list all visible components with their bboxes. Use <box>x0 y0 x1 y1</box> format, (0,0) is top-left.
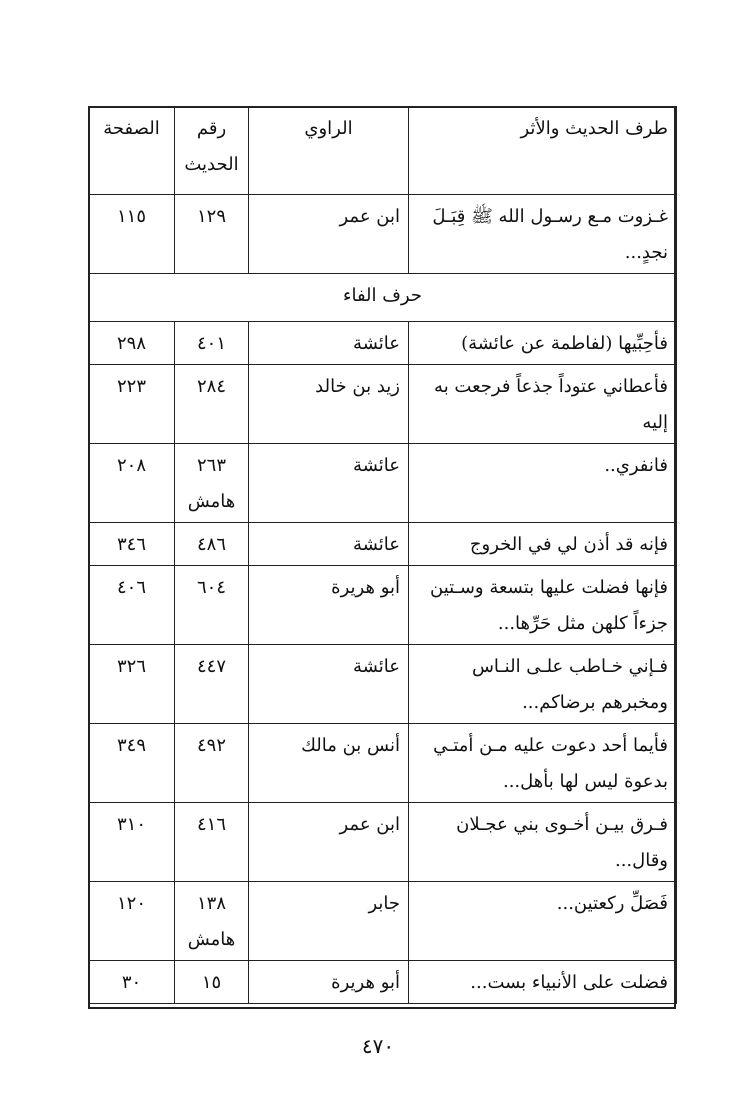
page-cell-text: ١٢٠ <box>116 893 146 914</box>
rawi-cell-text: زيد بن خالد <box>315 376 400 397</box>
rawi-cell <box>249 444 409 523</box>
page-cell-text: ٣٤٦ <box>116 534 146 555</box>
number-cell <box>175 803 249 882</box>
rawi-cell-text: عائشة <box>353 534 400 555</box>
header-row <box>89 107 677 195</box>
rawi-cell <box>249 365 409 444</box>
hadith-cell <box>409 322 677 365</box>
section-row <box>89 274 677 322</box>
hadith-cell <box>409 566 677 645</box>
rawi-cell <box>249 882 409 961</box>
table-row <box>89 523 677 566</box>
header-hadith: طرف الحديث والأثر <box>409 107 677 195</box>
rawi-cell-text: عائشة <box>353 656 400 677</box>
rawi-cell-text: أبو هريرة <box>331 577 400 598</box>
rawi-cell <box>249 645 409 724</box>
page-cell <box>89 444 175 523</box>
number-cell <box>175 645 249 724</box>
rawi-cell <box>249 724 409 803</box>
table-row <box>89 882 677 961</box>
page-cell-text: ٤٠٦ <box>116 577 146 598</box>
number-cell-text: ٢٨٤ <box>196 376 226 397</box>
table-row <box>89 322 677 365</box>
hadith-cell <box>409 444 677 523</box>
number-cell-text: ١٥ <box>201 972 222 993</box>
header-page: الصفحة <box>89 107 175 195</box>
number-cell-text: ٤٠١ <box>196 333 226 354</box>
note-text: هامش <box>187 491 236 512</box>
rawi-cell-text: ابن عمر <box>339 814 400 835</box>
number-cell-text: ٤٨٦ <box>196 534 226 555</box>
page-cell-text: ٣٤٩ <box>116 735 146 756</box>
page-cell <box>89 322 175 365</box>
section-title: حرف الفاء <box>89 274 677 322</box>
hadith-cell-text: فأيما أحد دعوت عليه مـن أمتـي بدعوة ليس لها بأهل... <box>433 735 668 792</box>
page-cell-text: ٢٩٨ <box>116 333 146 354</box>
hadith-cell <box>409 803 677 882</box>
page-number: ٤٧٠ <box>361 1034 395 1058</box>
page-cell <box>89 882 175 961</box>
page-cell <box>89 961 175 1004</box>
number-cell <box>175 566 249 645</box>
number-cell <box>175 882 249 961</box>
rawi-cell-text: ابن عمر <box>339 206 400 227</box>
hadith-cell-text: فإنها فضلت عليها بتسعة وسـتين جزءاً كلهن مثل حَرِّها... <box>430 577 668 634</box>
rawi-cell-text: عائشة <box>353 333 400 354</box>
page-cell <box>89 523 175 566</box>
number-cell-text: ٢٦٣ <box>196 455 226 476</box>
hadith-cell-text: فإنه قد أذن لي في الخروج <box>469 534 668 555</box>
rawi-cell <box>249 803 409 882</box>
page-cell <box>89 195 175 274</box>
note-text: هامش <box>187 929 236 950</box>
rawi-cell-text: أنس بن مالك <box>301 735 400 756</box>
number-cell <box>175 961 249 1004</box>
page-cell-text: ٣٠ <box>121 972 142 993</box>
hadith-cell-text: فـإني خـاطب علـى النـاس ومخبرهم برضاكم... <box>471 656 668 713</box>
table-row <box>89 365 677 444</box>
page-cell <box>89 566 175 645</box>
number-cell-text: ١٢٩ <box>196 206 226 227</box>
page-cell-text: ٢٠٨ <box>116 455 146 476</box>
page-cell <box>89 645 175 724</box>
number-cell-text: ٦٠٤ <box>196 577 226 598</box>
number-cell-text: ٤٤٧ <box>196 656 226 677</box>
hadith-index-table <box>88 106 677 1004</box>
number-cell <box>175 523 249 566</box>
table-row <box>89 961 677 1004</box>
hadith-cell-text: فـرق بيـن أخـوى بني عجـلان وقال... <box>456 814 668 871</box>
rawi-cell-text: أبو هريرة <box>331 972 400 993</box>
table-row <box>89 195 677 274</box>
number-cell <box>175 724 249 803</box>
header-rawi: الراوي <box>249 107 409 195</box>
rawi-cell <box>249 961 409 1004</box>
hadith-cell <box>409 523 677 566</box>
number-cell <box>175 444 249 523</box>
number-cell-text: ٤١٦ <box>196 814 226 835</box>
number-cell <box>175 195 249 274</box>
hadith-cell-text: غـزوت مـع رسـول الله ﷺ قِبَـلَ نجدٍ... <box>432 206 668 263</box>
hadith-cell-text: فأحِبِّيها (لفاطمة عن عائشة) <box>461 333 668 354</box>
table-row <box>89 724 677 803</box>
hadith-cell <box>409 365 677 444</box>
hadith-cell <box>409 961 677 1004</box>
page-cell <box>89 365 175 444</box>
table-row <box>89 803 677 882</box>
hadith-cell <box>409 882 677 961</box>
number-cell <box>175 322 249 365</box>
rawi-cell <box>249 523 409 566</box>
page-cell-text: ٢٢٣ <box>116 376 146 397</box>
hadith-cell <box>409 645 677 724</box>
hadith-cell-text: فانفري.. <box>604 455 668 476</box>
page-cell <box>89 724 175 803</box>
hadith-cell-text: فأعطاني عتوداً جذعاً فرجعت به إليه <box>434 376 668 433</box>
rawi-cell-text: جابر <box>368 893 400 914</box>
number-cell-text: ٤٩٢ <box>196 735 226 756</box>
page-cell-text: ٣٢٦ <box>116 656 146 677</box>
hadith-cell <box>409 724 677 803</box>
hadith-cell-text: فضلت على الأنبياء بست... <box>470 972 668 993</box>
table-row <box>89 645 677 724</box>
header-number: رقم الحديث <box>175 107 249 195</box>
page-cell-text: ٣١٠ <box>116 814 146 835</box>
rawi-cell <box>249 322 409 365</box>
page-cell-text: ١١٥ <box>116 206 146 227</box>
table-row <box>89 444 677 523</box>
page-cell <box>89 803 175 882</box>
rawi-cell <box>249 195 409 274</box>
hadith-cell <box>409 195 677 274</box>
number-cell-text: ١٣٨ <box>196 893 226 914</box>
number-cell <box>175 365 249 444</box>
hadith-cell-text: فَصَلِّ ركعتين... <box>556 893 668 914</box>
table-row <box>89 566 677 645</box>
rawi-cell-text: عائشة <box>353 455 400 476</box>
rawi-cell <box>249 566 409 645</box>
